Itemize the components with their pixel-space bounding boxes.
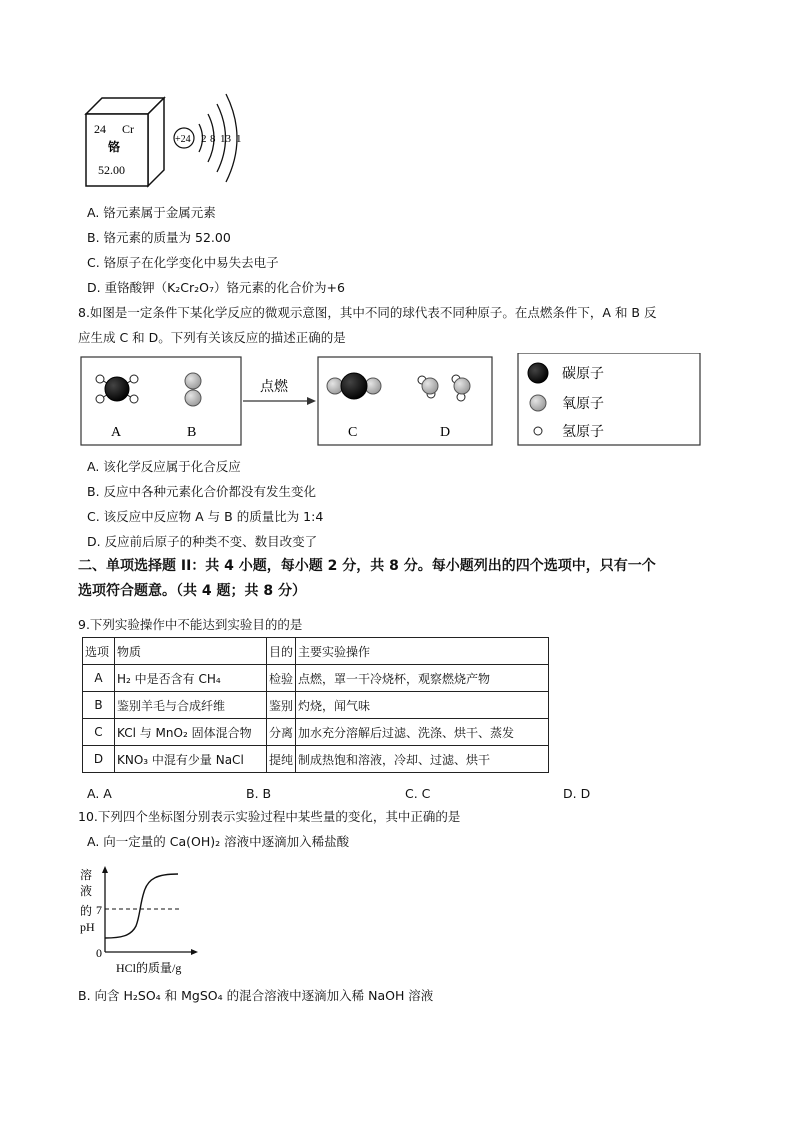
- reactants-box: [81, 357, 241, 445]
- header-option: 选项: [83, 638, 115, 665]
- reaction-diagram: [78, 353, 718, 451]
- shell-2-count: 8: [210, 133, 216, 145]
- legend-oxygen: 氧原子: [562, 396, 604, 412]
- ph-graph: [76, 864, 206, 976]
- chromium-figure: [80, 88, 255, 193]
- ph-curve: [105, 874, 178, 938]
- legend-carbon: 碳原子: [562, 366, 604, 382]
- section2-heading-line2: 选项符合题意。（共 4 题；共 8 分）: [78, 583, 306, 599]
- cell-purpose: 分离: [267, 719, 296, 746]
- q8-stem-line2: 应生成 C 和 D。下列有关该反应的描述正确的是: [78, 330, 346, 345]
- label-c: C: [348, 425, 358, 440]
- element-mass: 52.00: [98, 163, 125, 177]
- table-row: [83, 746, 549, 773]
- arrow-label: 点燃: [260, 379, 288, 395]
- q7-option-a: A. 铬元素属于金属元素: [87, 205, 216, 220]
- shell-4-count: 1: [236, 133, 242, 145]
- q7-option-d: D. 重铬酸钾（K₂Cr₂O₇）铬元素的化合价为+6: [87, 280, 345, 295]
- label-a: A: [111, 425, 122, 440]
- element-number: 24: [94, 122, 106, 136]
- cell-purpose: 提纯: [267, 746, 296, 773]
- legend-hydrogen: 氢原子: [562, 424, 604, 440]
- q9-answer-c: C. C: [405, 786, 431, 801]
- header-purpose: 目的: [267, 638, 296, 665]
- cell-option: C: [83, 719, 115, 746]
- ylabel-1: 溶: [80, 868, 93, 882]
- cell-purpose: 鉴别: [267, 692, 296, 719]
- cell-operation: 制成热饱和溶液，冷却、过滤、烘干: [296, 746, 549, 773]
- cell-option: A: [83, 665, 115, 692]
- cell-operation: 点燃，罩一干冷烧杯，观察燃烧产物: [296, 665, 549, 692]
- q9-table: [82, 637, 549, 773]
- table-row: [83, 692, 549, 719]
- cell-operation: 加水充分溶解后过滤、洗涤、烘干、蒸发: [296, 719, 549, 746]
- ylabel-3: 的: [80, 904, 93, 918]
- q8-stem-line1: 8.如图是一定条件下某化学反应的微观示意图，其中不同的球代表不同种原子。在点燃条件下，A 和 B 反: [78, 305, 657, 320]
- header-operation: 主要实验操作: [296, 638, 549, 665]
- label-d: D: [440, 425, 451, 440]
- element-name: 铬: [108, 140, 121, 154]
- q9-answer-b: B. B: [246, 786, 272, 801]
- q8-option-c: C. 该反应中反应物 A 与 B 的质量比为 1:4: [87, 509, 324, 524]
- q10-stem: 10.下列四个坐标图分别表示实验过程中某些量的变化，其中正确的是: [78, 809, 461, 824]
- table-row: [83, 665, 549, 692]
- q8-option-d: D. 反应前后原子的种类不变、数目改变了: [87, 534, 318, 549]
- q10-option-a: A. 向一定量的 Ca(OH)₂ 溶液中逐滴加入稀盐酸: [87, 834, 350, 849]
- origin-label: 0: [96, 946, 102, 960]
- cell-option: B: [83, 692, 115, 719]
- cell-operation: 灼烧，闻气味: [296, 692, 549, 719]
- q9-stem: 9.下列实验操作中不能达到实验目的的是: [78, 617, 303, 632]
- cell-substance: KNO₃ 中混有少量 NaCl: [115, 746, 267, 773]
- ylabel-2: 液: [80, 884, 93, 898]
- nucleus-charge: +24: [175, 134, 191, 145]
- q7-option-b: B. 铬元素的质量为 52.00: [87, 230, 231, 245]
- shell-3-count: 13: [220, 133, 231, 145]
- q8-option-a: A. 该化学反应属于化合反应: [87, 459, 241, 474]
- label-b: B: [187, 425, 197, 440]
- table-row: [83, 719, 549, 746]
- cell-purpose: 检验: [267, 665, 296, 692]
- ylabel-4: pH: [80, 920, 95, 934]
- xlabel: HCl的质量/g: [116, 961, 182, 975]
- cell-substance: H₂ 中是否含有 CH₄: [115, 665, 267, 692]
- section2-heading-line1: 二、单项选择题 II：共 4 小题，每小题 2 分，共 8 分。每小题列出的四个选项中，只有一个: [78, 558, 656, 574]
- q9-answer-a: A. A: [87, 786, 112, 801]
- header-substance: 物质: [115, 638, 267, 665]
- q9-answer-d: D. D: [563, 786, 591, 801]
- products-box: [318, 357, 492, 445]
- shell-1-count: 2: [201, 133, 207, 145]
- q8-option-b: B. 反应中各种元素化合价都没有发生变化: [87, 484, 317, 499]
- element-symbol: Cr: [122, 122, 134, 136]
- cell-option: D: [83, 746, 115, 773]
- table-header-row: [83, 638, 549, 665]
- y-tick-7: 7: [96, 903, 102, 917]
- q10-option-b: B. 向含 H₂SO₄ 和 MgSO₄ 的混合溶液中逐滴加入稀 NaOH 溶液: [78, 988, 434, 1003]
- cell-substance: KCl 与 MnO₂ 固体混合物: [115, 719, 267, 746]
- q7-option-c: C. 铬原子在化学变化中易失去电子: [87, 255, 279, 270]
- cell-substance: 鉴别羊毛与合成纤维: [115, 692, 267, 719]
